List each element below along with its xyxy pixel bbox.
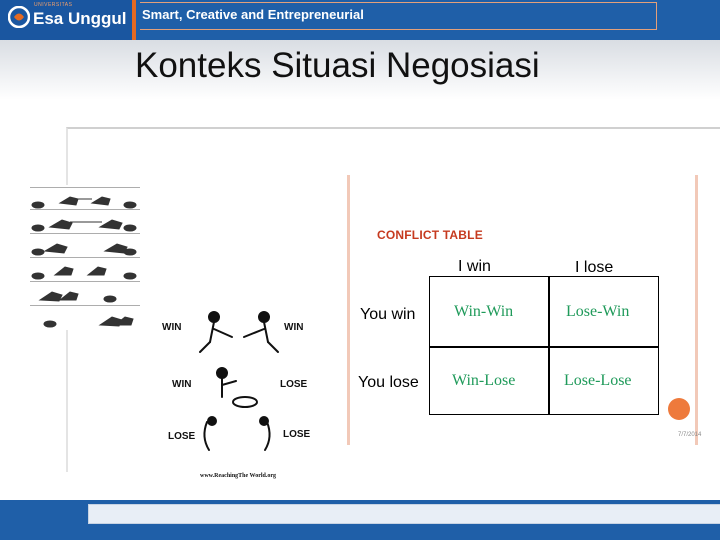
university-logo: [0, 0, 136, 40]
column-header-i-win: I win: [458, 258, 491, 275]
logo-university-text: UNIVERSITAS: [34, 2, 73, 8]
conflict-table-heading: CONFLICT TABLE: [377, 228, 483, 242]
cartoon-label: WIN: [284, 322, 304, 333]
header-bar: [0, 0, 720, 40]
cartoon-label: WIN: [172, 379, 192, 390]
grid-divider: [430, 346, 658, 348]
footer-strip: [88, 504, 720, 524]
cartoon-label: LOSE: [168, 431, 196, 442]
donkeys-cooperation-image: [30, 185, 140, 330]
cartoon-label: LOSE: [280, 379, 308, 390]
page-title: Konteks Situasi Negosiasi: [135, 46, 540, 85]
cell-win-lose: Win-Lose: [452, 372, 516, 389]
donkeys-illustration: [30, 185, 140, 330]
cartoon-label: LOSE: [283, 429, 311, 440]
cartoon-source-url: www.ReachingThe World.org: [200, 473, 277, 479]
decorative-dot: [668, 398, 690, 420]
slide-date: 7/7/2014: [678, 432, 702, 438]
win-lose-cartoon: [152, 297, 324, 485]
cell-lose-lose: Lose-Lose: [564, 372, 632, 389]
logo-name: Esa Unggul: [33, 9, 127, 28]
logo-swirl-icon: [8, 6, 30, 28]
column-header-i-lose: I lose: [575, 259, 614, 276]
row-header-you-win: You win: [360, 306, 416, 323]
cell-win-win: Win-Win: [454, 303, 514, 320]
conflict-grid: [429, 276, 659, 415]
row-header-you-lose: You lose: [358, 374, 419, 391]
tagline: Smart, Creative and Entrepreneurial: [142, 7, 364, 22]
stick-figures-illustration: [152, 297, 324, 467]
cell-lose-win: Lose-Win: [566, 303, 630, 320]
cartoon-label: WIN: [162, 322, 182, 333]
